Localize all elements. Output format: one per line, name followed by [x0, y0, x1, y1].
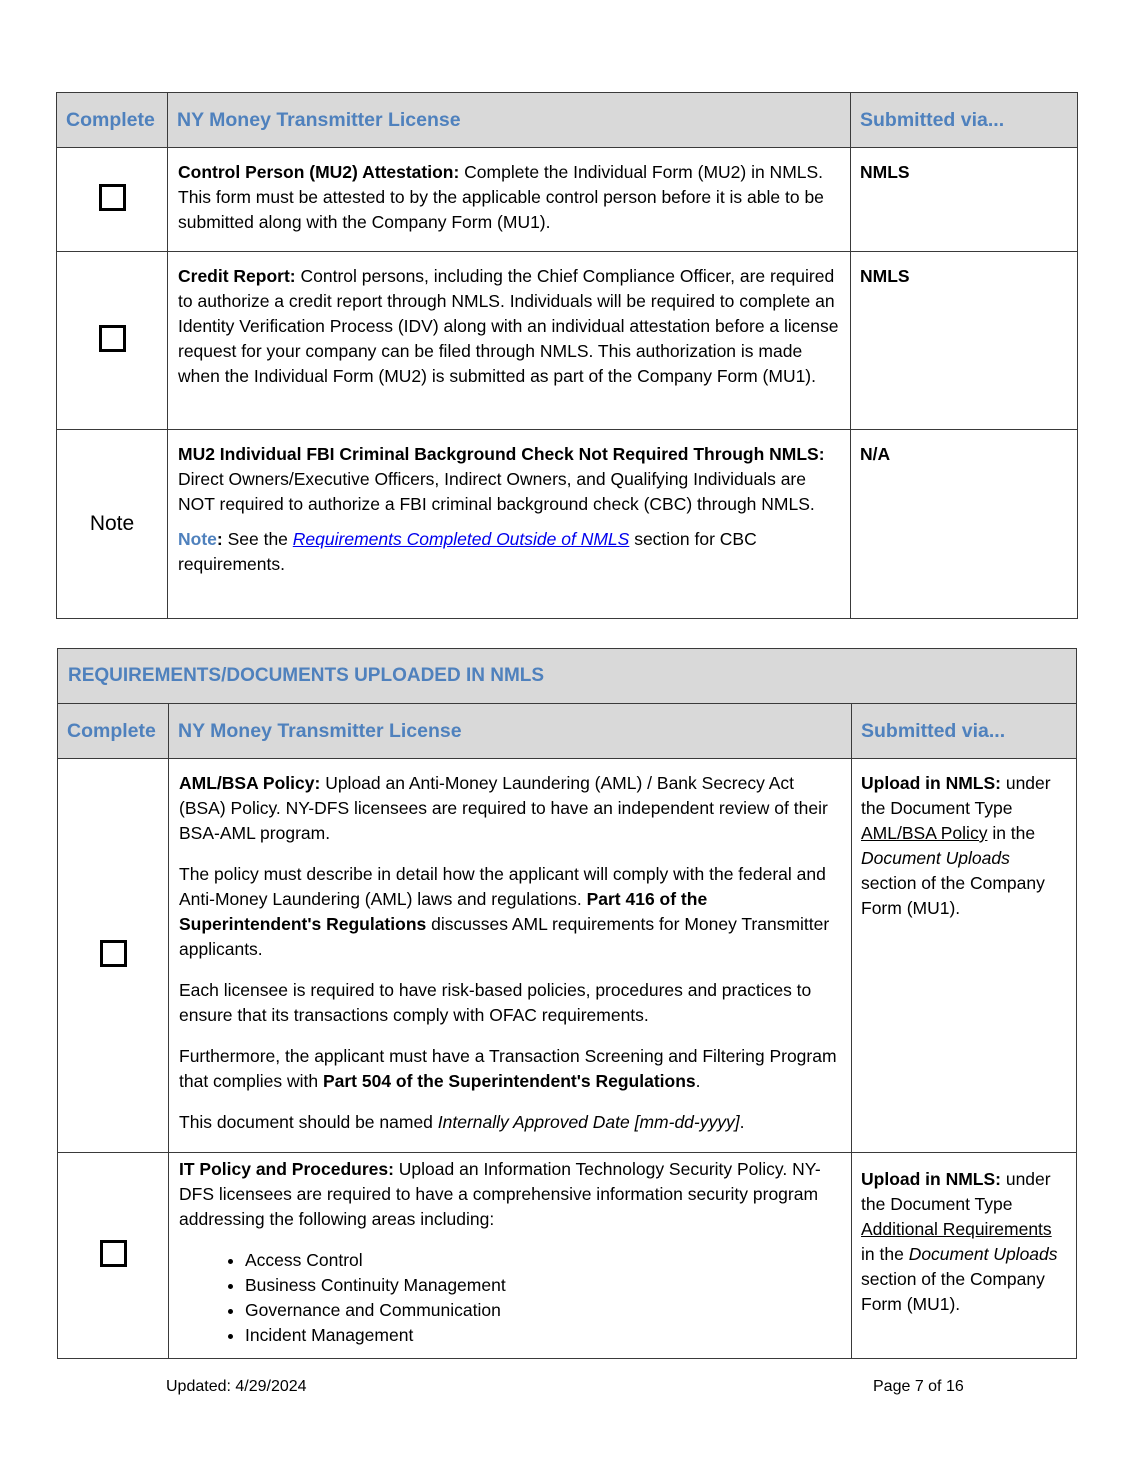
requirement-cell — [168, 252, 851, 430]
submitted-via-cell: Upload in NMLS: under the Document Type AML/BSA Policy in the Document Uploads section of the Company Form (MU1). — [852, 759, 1077, 1153]
submitted-via-cell: N/A — [851, 430, 1078, 619]
header-submitted-via: Submitted via... — [851, 93, 1078, 148]
requirement-text: Direct Owners/Executive Officers, Indirect Owners, and Qualifying Individuals are NOT required to authorize a FBI criminal background check (CBC) through NMLS. — [178, 469, 815, 514]
requirement-title: Credit Report: — [178, 266, 296, 286]
header-complete: Complete — [58, 704, 169, 759]
areas-list — [179, 1248, 841, 1348]
list-item: • Access Control — [245, 1248, 841, 1273]
complete-cell — [57, 252, 168, 430]
requirement-text: Control persons, including the Chief Compliance Officer, are required to authorize a credit report through NMLS. Individuals will be required to complete an Identity Verification Process (IDV) along with an individual attestation before a license request for your company can be filed through NMLS. This authorization is made when the Individual Form (MU2) is submitted as part of the Company Form (MU1). — [178, 266, 839, 386]
section-header-row — [58, 649, 1077, 704]
table-header-row — [57, 93, 1078, 148]
complete-cell — [58, 759, 169, 1153]
note-label: Note — [178, 529, 217, 549]
checkbox[interactable] — [99, 325, 126, 352]
list-item: • Governance and Communication — [245, 1298, 841, 1323]
requirement-title: IT Policy and Procedures: — [179, 1159, 394, 1179]
requirement-title: Control Person (MU2) Attestation: — [178, 162, 460, 182]
requirements-outside-nmls-link[interactable]: Requirements Completed Outside of NMLS — [292, 529, 630, 549]
submitted-via-cell: NMLS — [851, 252, 1078, 430]
requirement-cell: AML/BSA Policy: Upload an Anti-Money Laundering (AML) / Bank Secrecy Act (BSA) Policy. NY-DFS licensees are required to have an independent review of their BSA-AML program. The policy must describe in detail how the applicant will comply with the federal and Anti-Money Laundering (AML) laws and regulations. Part 416 of the Superintendent's Regulations discusses AML requirements for Money Transmitter applicants. Each licensee is required to have risk-based policies, procedures and practices to ensure that its transactions comply with OFAC requirements. Furthermore, the applicant must have a Transaction Screening and Filtering Program that complies with Part 504 of the Superintendent's Regulations. This document should be named Internally Approved Date [mm-dd-yyyy]. — [169, 759, 852, 1153]
complete-cell — [58, 1153, 169, 1359]
license-table — [56, 92, 1078, 619]
complete-cell — [57, 148, 168, 252]
checkbox[interactable] — [100, 940, 127, 967]
checkbox[interactable] — [99, 184, 126, 211]
table-row — [57, 430, 1078, 619]
requirement-text: Complete the Individual Form (MU2) in NMLS. This form must be attested to by the applicable control person before it is able to be submitted along with the Company Form (MU1). — [178, 162, 824, 232]
table-row — [57, 252, 1078, 430]
section-title: REQUIREMENTS/DOCUMENTS UPLOADED IN NMLS — [58, 649, 1077, 704]
header-license: NY Money Transmitter License — [169, 704, 852, 759]
checkbox[interactable] — [100, 1240, 127, 1267]
footer-page-number: Page 7 of 16 — [873, 1378, 964, 1395]
header-license: NY Money Transmitter License — [168, 93, 851, 148]
table-row — [57, 148, 1078, 252]
complete-note-cell: Note — [57, 430, 168, 619]
requirement-cell — [168, 148, 851, 252]
footer-updated: Updated: 4/29/2024 — [166, 1378, 307, 1395]
requirement-title: MU2 Individual FBI Criminal Background Check Not Required Through NMLS: — [178, 444, 825, 464]
table-header-row — [58, 704, 1077, 759]
table-row — [58, 759, 1077, 1153]
list-item: • Incident Management — [245, 1323, 841, 1348]
list-item: • Business Continuity Management — [245, 1273, 841, 1298]
requirement-cell: IT Policy and Procedures: Upload an Information Technology Security Policy. NY-DFS licensees are required to have a comprehensive information security program addressing the following areas including: • Access Control • Business Continuity Management • Governance and Communication • Incident Management — [169, 1153, 852, 1359]
document-type-link[interactable]: AML/BSA Policy — [861, 823, 988, 843]
submitted-via-cell: NMLS — [851, 148, 1078, 252]
requirement-title: AML/BSA Policy: — [179, 773, 321, 793]
requirement-cell: MU2 Individual FBI Criminal Background Check Not Required Through NMLS: Direct Owners/Executive Officers, Indirect Owners, and Qualifying Individuals are NOT required to authorize a FBI criminal background check (CBC) through NMLS. Note: See the Requirements Completed Outside of NMLS section for CBC requirements. — [168, 430, 851, 619]
documents-table — [57, 648, 1077, 1359]
header-submitted-via: Submitted via... — [852, 704, 1077, 759]
document-type-link[interactable]: Additional Requirements — [861, 1219, 1052, 1239]
submitted-via-cell: Upload in NMLS: under the Document Type Additional Requirements in the Document Uploads section of the Company Form (MU1). — [852, 1153, 1077, 1359]
header-complete: Complete — [57, 93, 168, 148]
table-row — [58, 1153, 1077, 1359]
